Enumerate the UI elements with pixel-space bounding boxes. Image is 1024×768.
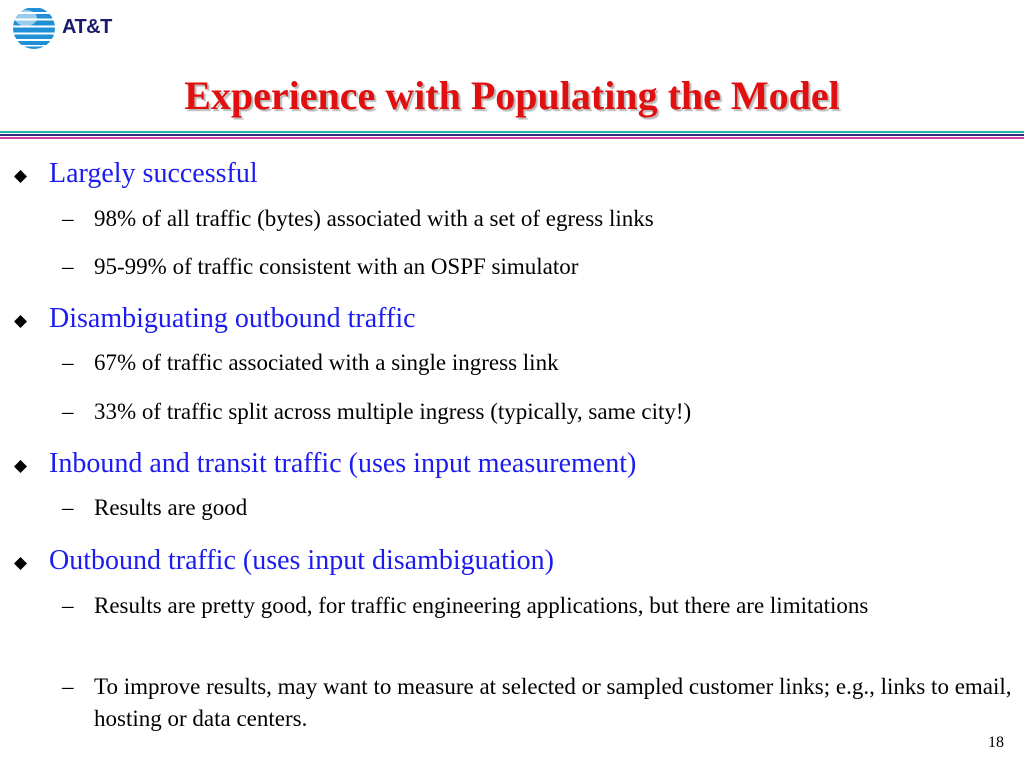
diamond-bullet-icon <box>14 460 27 473</box>
title-rule-top <box>0 131 1024 133</box>
bullet-text: Inbound and transit traffic (uses input measurement) <box>49 448 637 479</box>
dash-marker: – <box>62 254 74 279</box>
sub-bullet-text: Results are pretty good, for traffic engineering applications, but there are limitations <box>94 593 869 618</box>
diamond-bullet-icon <box>14 557 27 570</box>
bullet-text: Disambiguating outbound traffic <box>49 303 416 334</box>
att-globe-icon <box>12 6 56 50</box>
sub-bullet-text: To improve results, may want to measure at selected or sampled customer links; e.g., links to email, hosting or data centers. <box>94 674 1012 731</box>
sub-bullet-text: 67% of traffic associated with a single ingress link <box>94 350 559 375</box>
att-logo <box>12 6 122 52</box>
sub-bullet-text: Results are good <box>94 495 248 520</box>
sub-bullet-text: 95-99% of traffic consistent with an OSPF simulator <box>94 254 579 279</box>
sub-bullet-text: 98% of all traffic (bytes) associated with a set of egress links <box>94 206 654 231</box>
dash-marker: – <box>62 674 74 699</box>
diamond-bullet-icon <box>14 170 27 183</box>
dash-marker: – <box>62 399 74 424</box>
diamond-bullet-icon <box>14 315 27 328</box>
dash-marker: – <box>62 495 74 520</box>
dash-marker: – <box>62 593 74 618</box>
logo-wordmark: AT&T <box>62 16 112 38</box>
title-rule-bottom <box>0 137 1024 139</box>
bullet-text: Outbound traffic (uses input disambiguation) <box>49 545 554 576</box>
sub-bullet-text: 33% of traffic split across multiple ingress (typically, same city!) <box>94 399 692 424</box>
dash-marker: – <box>62 350 74 375</box>
dash-marker: – <box>62 206 74 231</box>
slide-title: Experience with Populating the Model <box>184 73 840 118</box>
page-number: 18 <box>988 734 1004 751</box>
bullet-text: Largely successful <box>49 158 258 189</box>
title-rule-middle <box>0 134 1024 136</box>
